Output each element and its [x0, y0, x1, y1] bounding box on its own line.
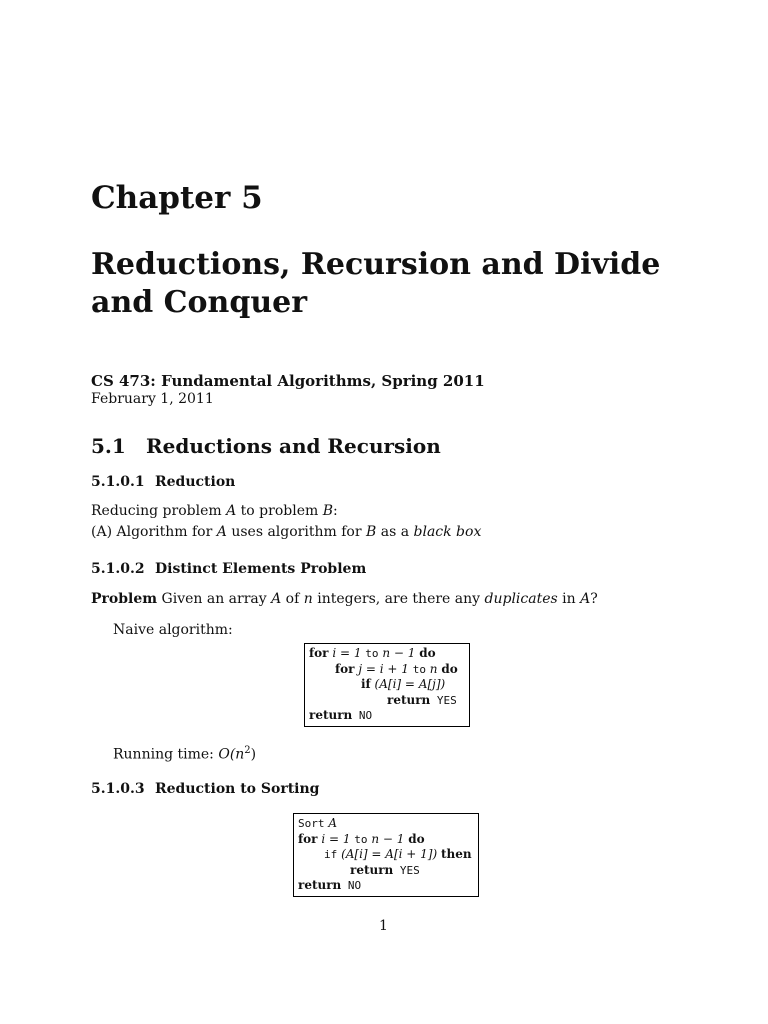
- algo-line: [309, 662, 465, 678]
- keyword: to: [354, 832, 368, 846]
- value: NO: [341, 879, 362, 892]
- value: YES: [430, 693, 457, 707]
- keyword: Sort: [298, 817, 325, 830]
- keyword: return: [387, 692, 431, 707]
- section-heading: [91, 434, 441, 458]
- emphasis: black box: [413, 524, 482, 540]
- date-line: February 1, 2011: [91, 391, 214, 407]
- page-number: 1: [379, 918, 388, 934]
- section-number: 5.1: [91, 434, 126, 458]
- subsection-heading-distinct: [91, 561, 366, 577]
- algo-line: [309, 693, 465, 709]
- text: in: [557, 591, 581, 607]
- math: n: [425, 661, 442, 676]
- subsection-title: Reduction to Sorting: [155, 781, 320, 797]
- algo-line: [309, 646, 465, 662]
- text: Given an array: [157, 591, 272, 607]
- algo-line: [309, 677, 465, 693]
- problem-statement: [91, 589, 598, 610]
- algo-line: [298, 863, 474, 879]
- keyword: do: [408, 831, 425, 846]
- keyword: for: [298, 831, 318, 846]
- text: (A) Algorithm for: [91, 524, 217, 540]
- math: (n: [229, 746, 245, 763]
- reduction-paragraph: [91, 501, 481, 543]
- math-var: A: [226, 503, 237, 519]
- math-var: B: [365, 524, 377, 540]
- keyword: if: [361, 677, 371, 691]
- keyword: then: [440, 847, 472, 861]
- chapter-title: Reductions, Recursion and Divide and Conquer: [91, 247, 661, 320]
- keyword: return: [309, 708, 353, 722]
- math: i = 1: [328, 646, 366, 660]
- value: YES: [393, 863, 420, 877]
- math-var: n: [303, 591, 313, 607]
- math: (A[i] = A[i + 1]): [337, 847, 441, 861]
- subsection-title: Reduction: [155, 474, 236, 490]
- math: j = i + 1: [354, 661, 413, 676]
- keyword: for: [335, 661, 355, 676]
- math: n − 1: [367, 831, 409, 846]
- subsection-number: 5.1.0.2: [91, 561, 145, 577]
- math: O: [218, 746, 230, 763]
- text: Running time:: [113, 746, 219, 763]
- text: to problem: [236, 503, 323, 519]
- text: ?: [590, 591, 598, 607]
- sort-algorithm-box: [293, 813, 479, 897]
- algo-line: [298, 832, 474, 848]
- section-title: Reductions and Recursion: [146, 434, 441, 458]
- algo-line: [298, 847, 474, 863]
- keyword: to: [365, 647, 379, 660]
- math-var: A: [580, 591, 591, 607]
- running-time: [113, 740, 256, 766]
- math-var: B: [322, 503, 334, 519]
- math-var: A: [216, 524, 227, 540]
- text: of: [281, 591, 304, 607]
- algo-line: [309, 708, 465, 724]
- math: i = 1: [317, 831, 355, 846]
- keyword: to: [412, 662, 426, 676]
- keyword: do: [419, 646, 436, 660]
- math: n − 1: [378, 646, 420, 660]
- algo-line: [298, 878, 474, 894]
- problem-label: Problem: [91, 591, 158, 607]
- keyword: for: [309, 646, 329, 660]
- text: uses algorithm for: [226, 524, 366, 540]
- subsection-number: 5.1.0.3: [91, 781, 145, 797]
- keyword: return: [350, 862, 394, 877]
- emphasis: duplicates: [484, 591, 558, 607]
- keyword: if: [324, 848, 338, 861]
- reduction-line-2: [91, 522, 481, 543]
- chapter-label: Chapter 5: [91, 180, 263, 216]
- subsection-heading-reduction: [91, 474, 235, 490]
- keyword: return: [298, 878, 342, 892]
- course-line: CS 473: Fundamental Algorithms, Spring 2011: [91, 372, 485, 390]
- naive-algorithm-box: [304, 643, 470, 727]
- math: A: [324, 816, 337, 830]
- text: as a: [376, 524, 414, 540]
- naive-algorithm-label: Naive algorithm:: [113, 622, 233, 638]
- math-var: A: [271, 591, 282, 607]
- subsection-title: Distinct Elements Problem: [155, 561, 367, 577]
- math: (A[i] = A[j]): [370, 677, 446, 691]
- algo-line: [298, 816, 474, 832]
- subsection-heading-sorting: [91, 781, 319, 797]
- subsection-number: 5.1.0.1: [91, 474, 145, 490]
- text: integers, are there any: [312, 591, 485, 607]
- keyword: do: [441, 661, 458, 676]
- math-exponent: 2: [244, 745, 251, 756]
- text: Reducing problem: [91, 503, 227, 519]
- value: NO: [352, 709, 373, 722]
- math: ): [250, 746, 257, 763]
- reduction-line-1: [91, 501, 481, 522]
- text: :: [333, 503, 338, 519]
